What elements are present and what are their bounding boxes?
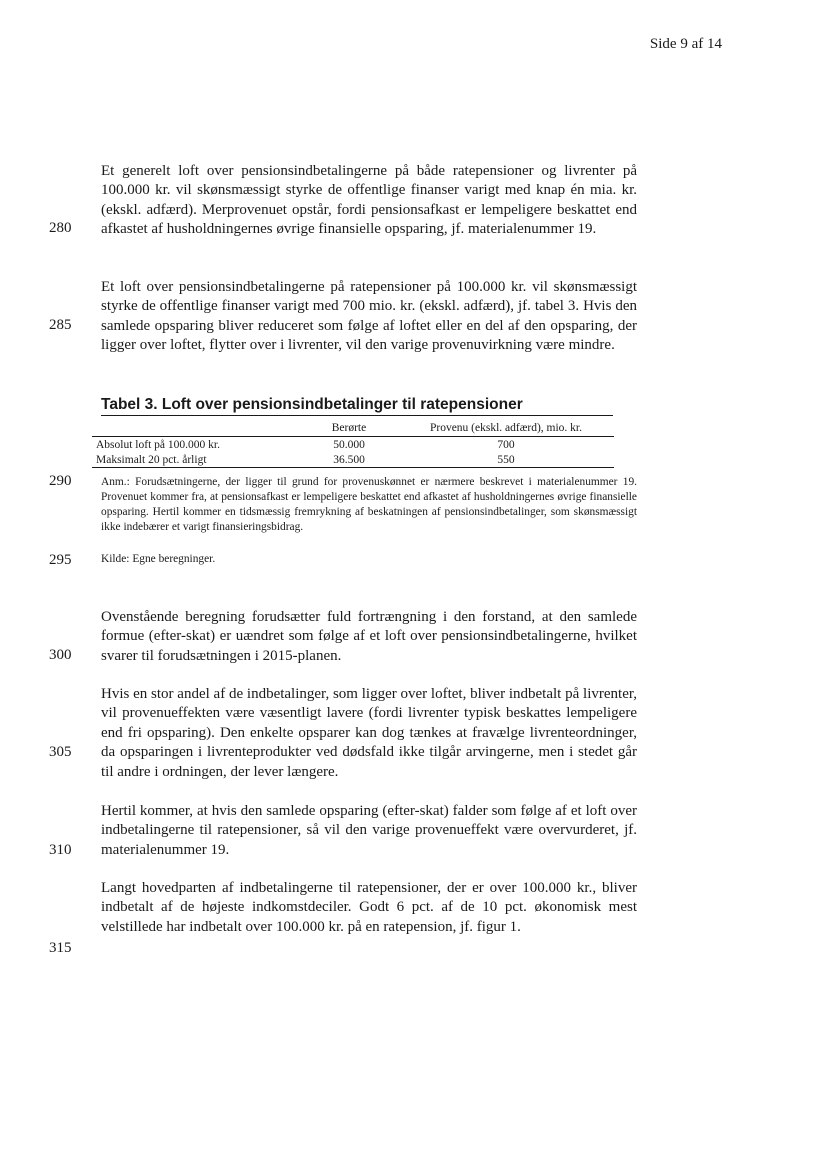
table-title: Tabel 3. Loft over pensionsindbetalinger til ratepensioner — [101, 396, 613, 416]
paragraph: Et generelt loft over pensionsindbetalingerne på både ratepensioner og livrenter på 100.000 kr. vil skønsmæssigt styrke de offentlige finanser varigt med knap én mia. kr. (ekskl. adfærd). Merprovenuet opstår, fordi pensionsafkast er lempeligere beskattet end afkastet af husholdningernes øvrige finansielle opsparing, jf. materialenummer 19. — [101, 163, 637, 238]
line-number: 280 — [49, 220, 72, 236]
table-cell: 50.000 — [333, 439, 365, 451]
page-number: Side 9 af 14 — [649, 36, 722, 52]
paragraph: Langt hovedparten af indbetalingerne til ratepensioner, der er over 100.000 kr., bliver indbetalt af de højeste indkomstdeciler. Godt 6 pct. af de 10 pct. økonomisk mest velstillede har indbetalt over 100.000 kr. på en ratepension, jf. figur 1. — [101, 880, 637, 935]
paragraph: Et loft over pensionsindbetalingerne på ratepensioner på 100.000 kr. vil skønsmæssigt styrke de offentlige finanser varigt med 700 mio. kr. (ekskl. adfærd), jf. tabel 3. Hvis den samlede opsparing bliver reduceret som følge af loftet eller en del af den opsparing, der ligger over loftet, flytter over i livrenter, vil den varige provenuvirkning være mindre. — [101, 279, 637, 354]
table-source: Kilde: Egne beregninger. — [101, 553, 216, 565]
paragraph: Hvis en stor andel af de indbetalinger, som ligger over loftet, bliver indbetalt på livrenter, vil provenueffekten være væsentligt lavere (fordi livrenter typisk beskattes lempeligere end fri opsparing). Den enkelte opsparer kan dog tænkes at fravælge livrenteordninger, da opsparingen i livrenteprodukter ved dødsfald ikke tilgår arvingerne, men i stedet går til andre i ordningen, der lever længere. — [101, 686, 637, 780]
column-header: Berørte — [300, 420, 398, 437]
table-header-row — [92, 420, 614, 437]
data-table — [92, 420, 614, 468]
line-number: 310 — [49, 842, 72, 858]
line-number: 305 — [49, 744, 72, 760]
line-number: 295 — [49, 552, 72, 568]
column-header — [92, 420, 300, 437]
line-number: 315 — [49, 940, 72, 956]
table-cell: 550 — [398, 452, 614, 468]
paragraph: Hertil kommer, at hvis den samlede opsparing (efter-skat) falder som følge af et loft over indbetalingerne til ratepensioner, så vil den varige provenueffekt være overvurderet, jf. materialenummer 19. — [101, 803, 637, 858]
line-number: 290 — [49, 473, 72, 489]
line-number: 300 — [49, 647, 72, 663]
table-note: Anm.: Forudsætningerne, der ligger til grund for provenuskønnet er nærmere beskrevet i materialenummer 19. Provenuet kommer fra, at pensionsafkast er lempeligere beskattet end afkastet af husholdningernes øvrige finansielle opsparing. Hertil kommer en tidsmæssig fremrykning af beskatningen af pensionsindbetalinger, som skønsmæssigt ikke indebærer et varigt finansieringsbidrag. — [101, 476, 637, 533]
table-cell: Absolut loft på 100.000 kr. — [96, 439, 220, 451]
table-cell: Maksimalt 20 pct. årligt — [92, 452, 300, 468]
table-cell: 36.500 — [300, 452, 398, 468]
table-row — [92, 452, 614, 468]
paragraph: Ovenstående beregning forudsætter fuld fortrængning i den forstand, at den samlede formue (efter-skat) er uændret som følge af et loft over pensionsindbetalingerne, hvilket svarer til forudsætningen i 2015-planen. — [101, 609, 637, 664]
line-number: 285 — [49, 317, 72, 333]
column-header: Provenu (ekskl. adfærd), mio. kr. — [398, 420, 614, 437]
table-row — [92, 437, 614, 453]
table-cell: 700 — [497, 439, 515, 451]
